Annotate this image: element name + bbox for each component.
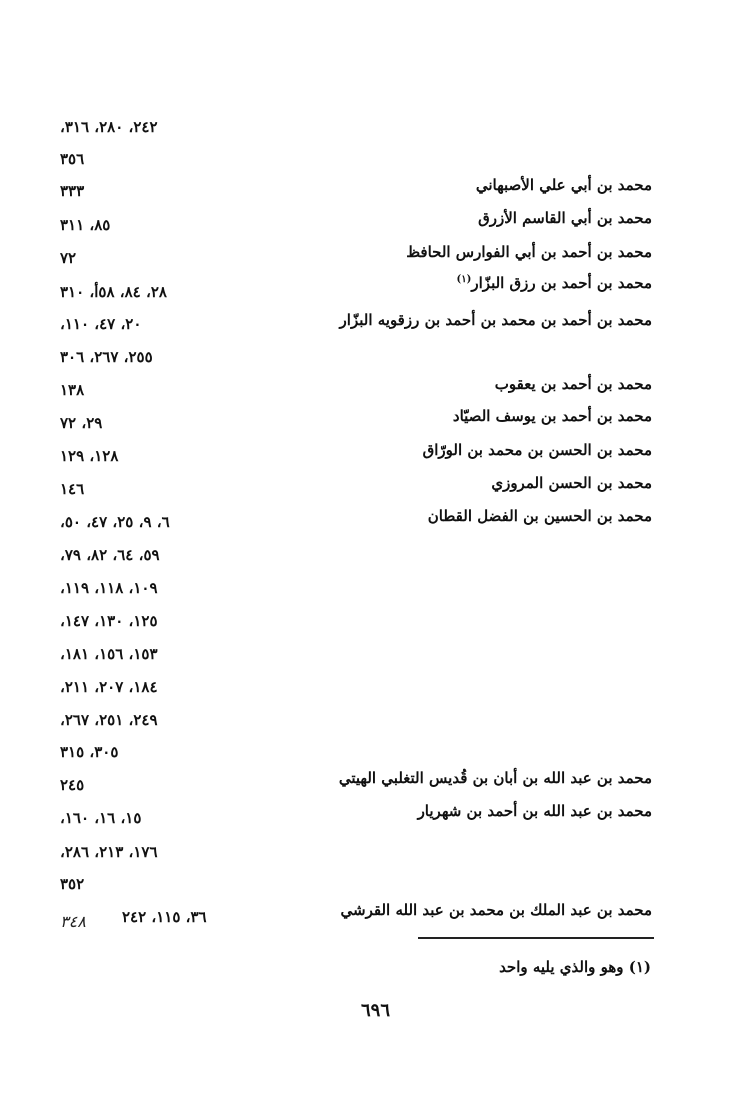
index-entry-name: محمد بن الحسن المروزي bbox=[491, 474, 652, 492]
page-refs: ٢٠، ٤٧، ١١٠، bbox=[60, 315, 142, 333]
index-entry-name: محمد بن عبد الملك بن محمد بن عبد الله القرشي bbox=[340, 901, 652, 919]
page-refs: ١٨٤، ٢٠٧، ٢١١، bbox=[60, 678, 158, 696]
index-entry-name: محمد بن أبي علي الأصبهاني bbox=[475, 176, 652, 194]
page-refs: ٣٠٥، ٣١٥ bbox=[60, 743, 119, 761]
page-refs: ١٥، ١٦، ١٦٠، bbox=[60, 809, 142, 827]
page-refs: ١٧٦، ٢١٣، ٢٨٦، bbox=[60, 843, 158, 861]
page-refs: ١٣٨ bbox=[60, 381, 85, 399]
page-refs: ٣٣٣ bbox=[60, 182, 85, 200]
index-entry-name: محمد بن الحسين بن الفضل القطان bbox=[427, 507, 652, 525]
page-refs: ١٥٣، ١٥٦، ١٨١، bbox=[60, 645, 158, 663]
index-entry-name: محمد بن أحمد بن رزق البزّار$^{(١)}$ bbox=[456, 274, 652, 292]
page-refs: ٥٩، ٦٤، ٨٢، ٧٩، bbox=[60, 546, 160, 564]
page-number: ٦٩٦ bbox=[360, 1000, 390, 1021]
footnote-divider bbox=[418, 937, 654, 939]
page-refs: ٨٥، ٣١١ bbox=[60, 216, 111, 234]
index-entry-name: محمد بن أحمد بن يوسف الصيّاد bbox=[452, 407, 652, 425]
page-refs: ٣٦، ١١٥، ٢٤٢ bbox=[122, 908, 207, 926]
page-refs: ٢٤٥ bbox=[60, 776, 85, 794]
page-refs: ١٠٩، ١١٨، ١١٩، bbox=[60, 579, 158, 597]
page-refs: ٢٤٢، ٢٨٠، ٣١٦، bbox=[60, 118, 158, 136]
index-entry-name: محمد بن عبد الله بن أحمد بن شهريار bbox=[417, 802, 652, 820]
page-refs: ٣٥٦ bbox=[60, 150, 85, 168]
index-entry-name: محمد بن عبد الله بن أبان بن قُديس التغلبي الهيتي bbox=[338, 769, 652, 787]
page-refs: ٢٥٥، ٢٦٧، ٣٠٦ bbox=[60, 348, 153, 366]
page-refs: ١٢٨، ١٢٩ bbox=[60, 447, 119, 465]
index-entry-name: محمد بن أبي القاسم الأزرق bbox=[478, 209, 652, 227]
index-entry-name: محمد بن أحمد بن أبي الفوارس الحافظ bbox=[406, 243, 652, 261]
page-refs: ٦، ٩، ٢٥، ٤٧، ٥٠، bbox=[60, 513, 170, 531]
handwritten-annotation: ٣٤٨ bbox=[60, 912, 86, 931]
footnote-marker: (١) bbox=[456, 274, 472, 285]
page-refs: ٣٥٢ bbox=[60, 875, 85, 893]
index-entry-name: محمد بن الحسن بن محمد بن الورّاق bbox=[422, 441, 652, 459]
index-entry-name: محمد بن أحمد بن محمد بن أحمد بن رزقويه البزّار bbox=[339, 311, 652, 329]
page-refs: ٢٤٩، ٢٥١، ٢٦٧، bbox=[60, 711, 158, 729]
page-refs: ١٤٦ bbox=[60, 480, 85, 498]
page-refs: ٧٢ bbox=[60, 249, 77, 267]
page-refs: ٢٨، ٨٤، ٥٨أ، ٣١٠ bbox=[60, 283, 167, 301]
page-refs: ١٢٥، ١٣٠، ١٤٧، bbox=[60, 612, 158, 630]
index-entry-name: محمد بن أحمد بن يعقوب bbox=[494, 375, 652, 393]
page-refs: ٢٩، ٧٢ bbox=[60, 414, 103, 432]
footnote: (١) وهو والذي يليه واحد bbox=[499, 958, 651, 976]
